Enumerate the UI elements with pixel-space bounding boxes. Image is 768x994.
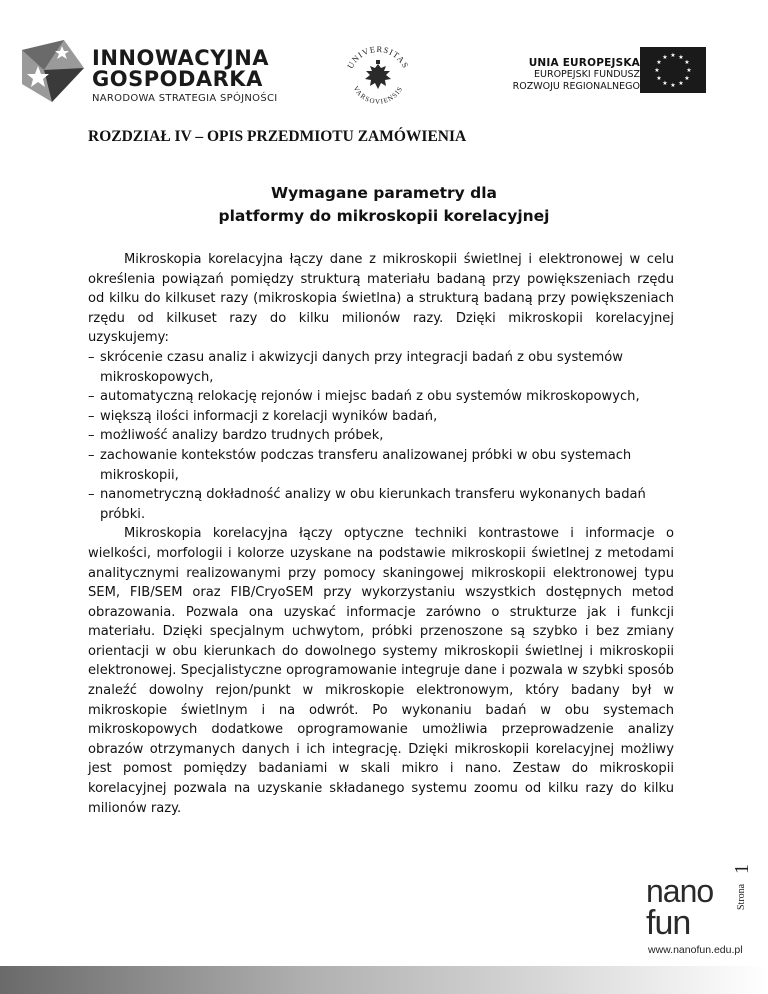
ig-line-1: INNOWACYJNA — [92, 46, 270, 70]
list-item — [88, 446, 674, 485]
list-item — [88, 426, 674, 446]
nanofun-logo — [646, 872, 736, 952]
eu-flag-icon — [640, 47, 706, 93]
svg-text:★: ★ — [684, 75, 690, 82]
list-item-text: nanometryczną dokładność analizy w obu kierunkach transferu wykonanych badań próbki. — [100, 487, 646, 522]
bullet-dash: – — [88, 408, 95, 424]
university-seal-icon — [340, 40, 416, 116]
chapter-heading: ROZDZIAŁ IV – OPIS PRZEDMIOTU ZAMÓWIENIA — [88, 128, 467, 145]
list-item-text: większą ilości informacji z korelacji wyników badań, — [100, 408, 438, 424]
eu-title: UNIA EUROPEJSKA — [528, 57, 640, 69]
benefits-list — [88, 348, 674, 524]
svg-text:★: ★ — [670, 52, 676, 59]
nanofun-url: www.nanofun.edu.pl — [648, 944, 743, 956]
svg-text:★: ★ — [678, 80, 684, 87]
document-title-line-1: Wymagane parametry dla — [270, 184, 498, 202]
svg-text:★: ★ — [662, 80, 668, 87]
footer-gradient-bar — [0, 966, 768, 994]
svg-text:★: ★ — [656, 59, 662, 66]
bullet-dash: – — [88, 447, 95, 463]
innowacyjna-gospodarka-text — [92, 48, 278, 104]
eu-fund-text — [513, 57, 640, 93]
innowacyjna-gospodarka-logo-icon — [22, 40, 84, 102]
eu-line-2: ROZWOJU REGIONALNEGO — [512, 81, 640, 92]
list-item-text: automatyczną relokację rejonów i miejsc badań z obu systemów mikroskopowych, — [100, 389, 640, 405]
svg-text:★: ★ — [670, 82, 676, 89]
svg-text:★: ★ — [656, 75, 662, 82]
svg-text:★: ★ — [686, 67, 692, 74]
seal-text-top: UNIVERSITAS — [344, 43, 412, 71]
bullet-dash: – — [88, 487, 95, 503]
eu-line-1: EUROPEJSKI FUNDUSZ — [534, 69, 640, 80]
ig-line-2: GOSPODARKA — [92, 67, 263, 91]
list-item — [88, 387, 674, 407]
list-item — [88, 348, 674, 387]
seal-text-bottom: VARSOVIENSIS — [351, 84, 405, 106]
page-number: 1 — [731, 864, 753, 874]
bullet-dash: – — [88, 428, 95, 444]
nanofun-logo-line-1: nano — [646, 873, 714, 909]
bullet-dash: – — [88, 349, 95, 365]
nanofun-logo-line-2: fun — [646, 904, 691, 942]
svg-text:★: ★ — [684, 59, 690, 66]
svg-text:★: ★ — [654, 67, 660, 74]
second-paragraph: Mikroskopia korelacyjna łączy optyczne techniki kontrastowe i informacje o wielkości, morfologii i kolorze uzyskane na podstawie mikroskopii świetlnej z metodami analitycznymi realizowanymi przy pomocy skaningowej mikroskopii elektronowej typu SEM, FIB/SEM oraz FIB/CryoSEM przy wykorzystaniu wszystkich dostępnych metod obrazowania. Pozwala ona uzyskać informacje zarówno o strukturze jak i funkcji materiału. Dzięki specjalnym uchwytom, próbki przenoszone są szybko i bez zmiany orientacji w obu kierunkach do dowolnego systemy mikroskopii świetlnej i mikroskopii elektronowej. Specjalistyczne oprogramowanie integruje dane i pozwala w szybki sposób znaleźć dowolny rejon/punkt w mikroskopie elektronowym, który badany był w mikroskopie świetlnym i na odwrót. Po wykonaniu badań w obu systemach mikroskopowych dodatkowe oprogramowanie umożliwia przeprowadzenie analizy obrazów otrzymanych danych i ich integrację. Dzięki mikroskopii korelacyjnej możliwy jest pomost pomiędzy badaniami w skali mikro i nano. Zestaw do mikroskopii korelacyjnej pozwala na uzyskanie składanego systemu zoomu od kilku razy do kilku milionów razy. — [88, 526, 674, 816]
list-item — [88, 407, 674, 427]
list-item-text: możliwość analizy bardzo trudnych próbek, — [100, 428, 384, 444]
bullet-dash: – — [88, 389, 95, 405]
document-body — [88, 250, 674, 818]
page-header — [0, 0, 768, 120]
list-item — [88, 485, 674, 524]
page-label-text: Strona — [736, 883, 747, 910]
intro-paragraph: Mikroskopia korelacyjna łączy dane z mikroskopii świetlnej i elektronowej w celu określenia powiązań pomiędzy strukturą materiału badaną przy powiększeniach rzędu od kilku do kilkuset razy (mikroskopia świetlna) a strukturą badaną przy powiększeniach rzędu od kilkuset razy do kilku milionów razy. Dzięki mikroskopii korelacyjnej uzyskujemy: — [88, 252, 674, 346]
document-title-line-2: platformy do mikroskopii korelacyjnej — [218, 207, 550, 225]
list-item-text: skrócenie czasu analiz i akwizycji danych przy integracji badań z obu systemów mikroskopowych, — [100, 349, 623, 385]
document-title — [88, 182, 680, 228]
svg-text:★: ★ — [662, 54, 668, 61]
list-item-text: zachowanie kontekstów podczas transferu analizowanej próbki w obu systemach mikroskopii, — [100, 447, 632, 483]
ig-subtitle: NARODOWA STRATEGIA SPÓJNOŚCI — [92, 93, 278, 104]
svg-text:★: ★ — [678, 54, 684, 61]
